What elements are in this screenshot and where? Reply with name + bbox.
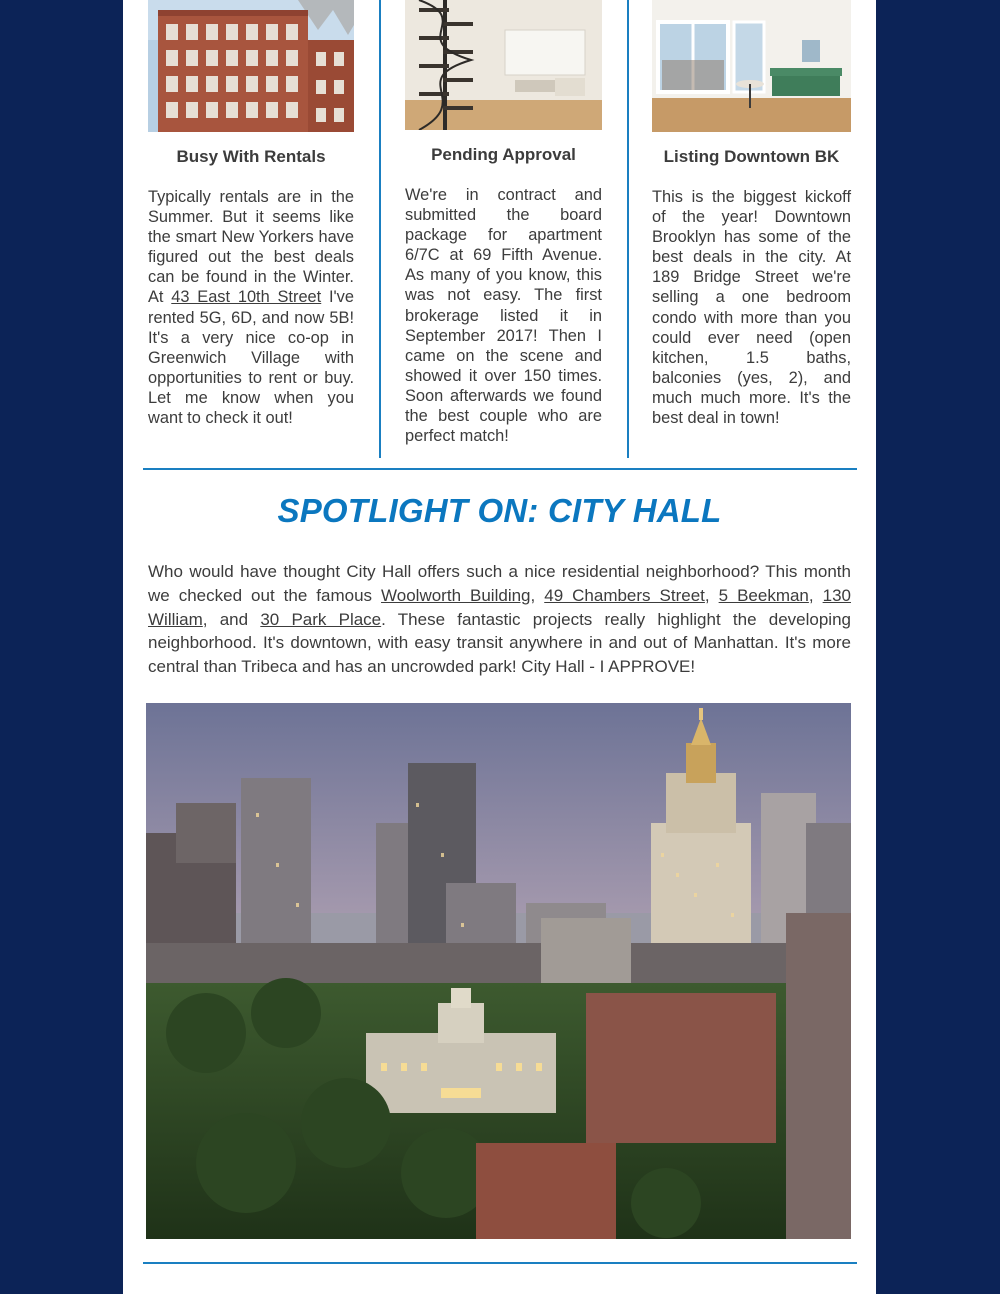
- newsletter-page: [123, 0, 876, 1294]
- text-segment: I've rented 5G, 6D, and now 5B! It's a very nice co-op in Greenwich Village with opportunities to rent or buy. Let me know when you want to check it out!: [148, 288, 354, 428]
- column-text: We're in contract and submitted the board package for apartment 6/7C at 69 Fifth Avenue. As many of you know, this was not easy. The first brokerage listed it in September 2017! Then I came on the scene and showed it over 150 times. Soon afterwards we found the best couple who are perfect match!: [405, 186, 602, 446]
- column-text: This is the biggest kickoff of the year! Downtown Brooklyn has some of the best deals in the city. At 189 Bridge Street we're selling a one bedroom condo with more than you could ever need (open kitchen, 1.5 baths, balconies (yes, 2), and much much more. It's the best deal in town!: [652, 188, 851, 428]
- spotlight-text: [148, 560, 851, 679]
- link-5-beekman[interactable]: 5 Beekman: [718, 585, 809, 605]
- text-segment: ,: [704, 585, 719, 605]
- link-130-william[interactable]: 130 William: [148, 585, 851, 629]
- text-segment: ,: [530, 585, 545, 605]
- city-hall-skyline-photo: [146, 703, 851, 1239]
- section-divider: [143, 468, 857, 470]
- spotlight-title: SPOTLIGHT ON: CITY HALL: [277, 492, 722, 529]
- text-segment: Typically rentals are in the Summer. But it seems like the smart New Yorkers have figured out the best deals can be found in the Winter. At: [148, 188, 354, 307]
- column-busy-with-rentals: [148, 0, 354, 428]
- text-segment: . These fantastic projects really highlight the developing neighborhood. It's downtown, with easy transit anywhere in and out of Manhattan. It's more central than Tribeca and has an uncrowded park! City Hall - I APPROVE!: [148, 609, 851, 677]
- column-divider: [379, 0, 381, 458]
- section-divider: [143, 1262, 857, 1264]
- column-title: Pending Approval: [431, 145, 576, 164]
- column-pending-approval: [405, 0, 602, 446]
- living-room-photo: [652, 0, 851, 132]
- text-segment: Who would have thought City Hall offers such a nice residential neighborhood? This month we checked out the famous: [148, 562, 851, 605]
- text-segment: ,: [808, 585, 823, 605]
- spiral-staircase-photo: [405, 0, 602, 130]
- link-30-park-place[interactable]: 30 Park Place: [260, 609, 382, 629]
- link-woolworth-building[interactable]: Woolworth Building: [381, 585, 531, 605]
- column-divider: [627, 0, 629, 458]
- column-text: [148, 187, 354, 428]
- text-segment: , and: [202, 609, 261, 629]
- brick-building-photo: [148, 0, 354, 132]
- column-listing-downtown-bk: [652, 0, 851, 428]
- column-title: Busy With Rentals: [176, 147, 326, 166]
- link-49-chambers-street[interactable]: 49 Chambers Street: [544, 585, 705, 605]
- column-title: Listing Downtown BK: [663, 147, 840, 166]
- link-43-east-10th-street[interactable]: 43 East 10th Street: [171, 288, 322, 307]
